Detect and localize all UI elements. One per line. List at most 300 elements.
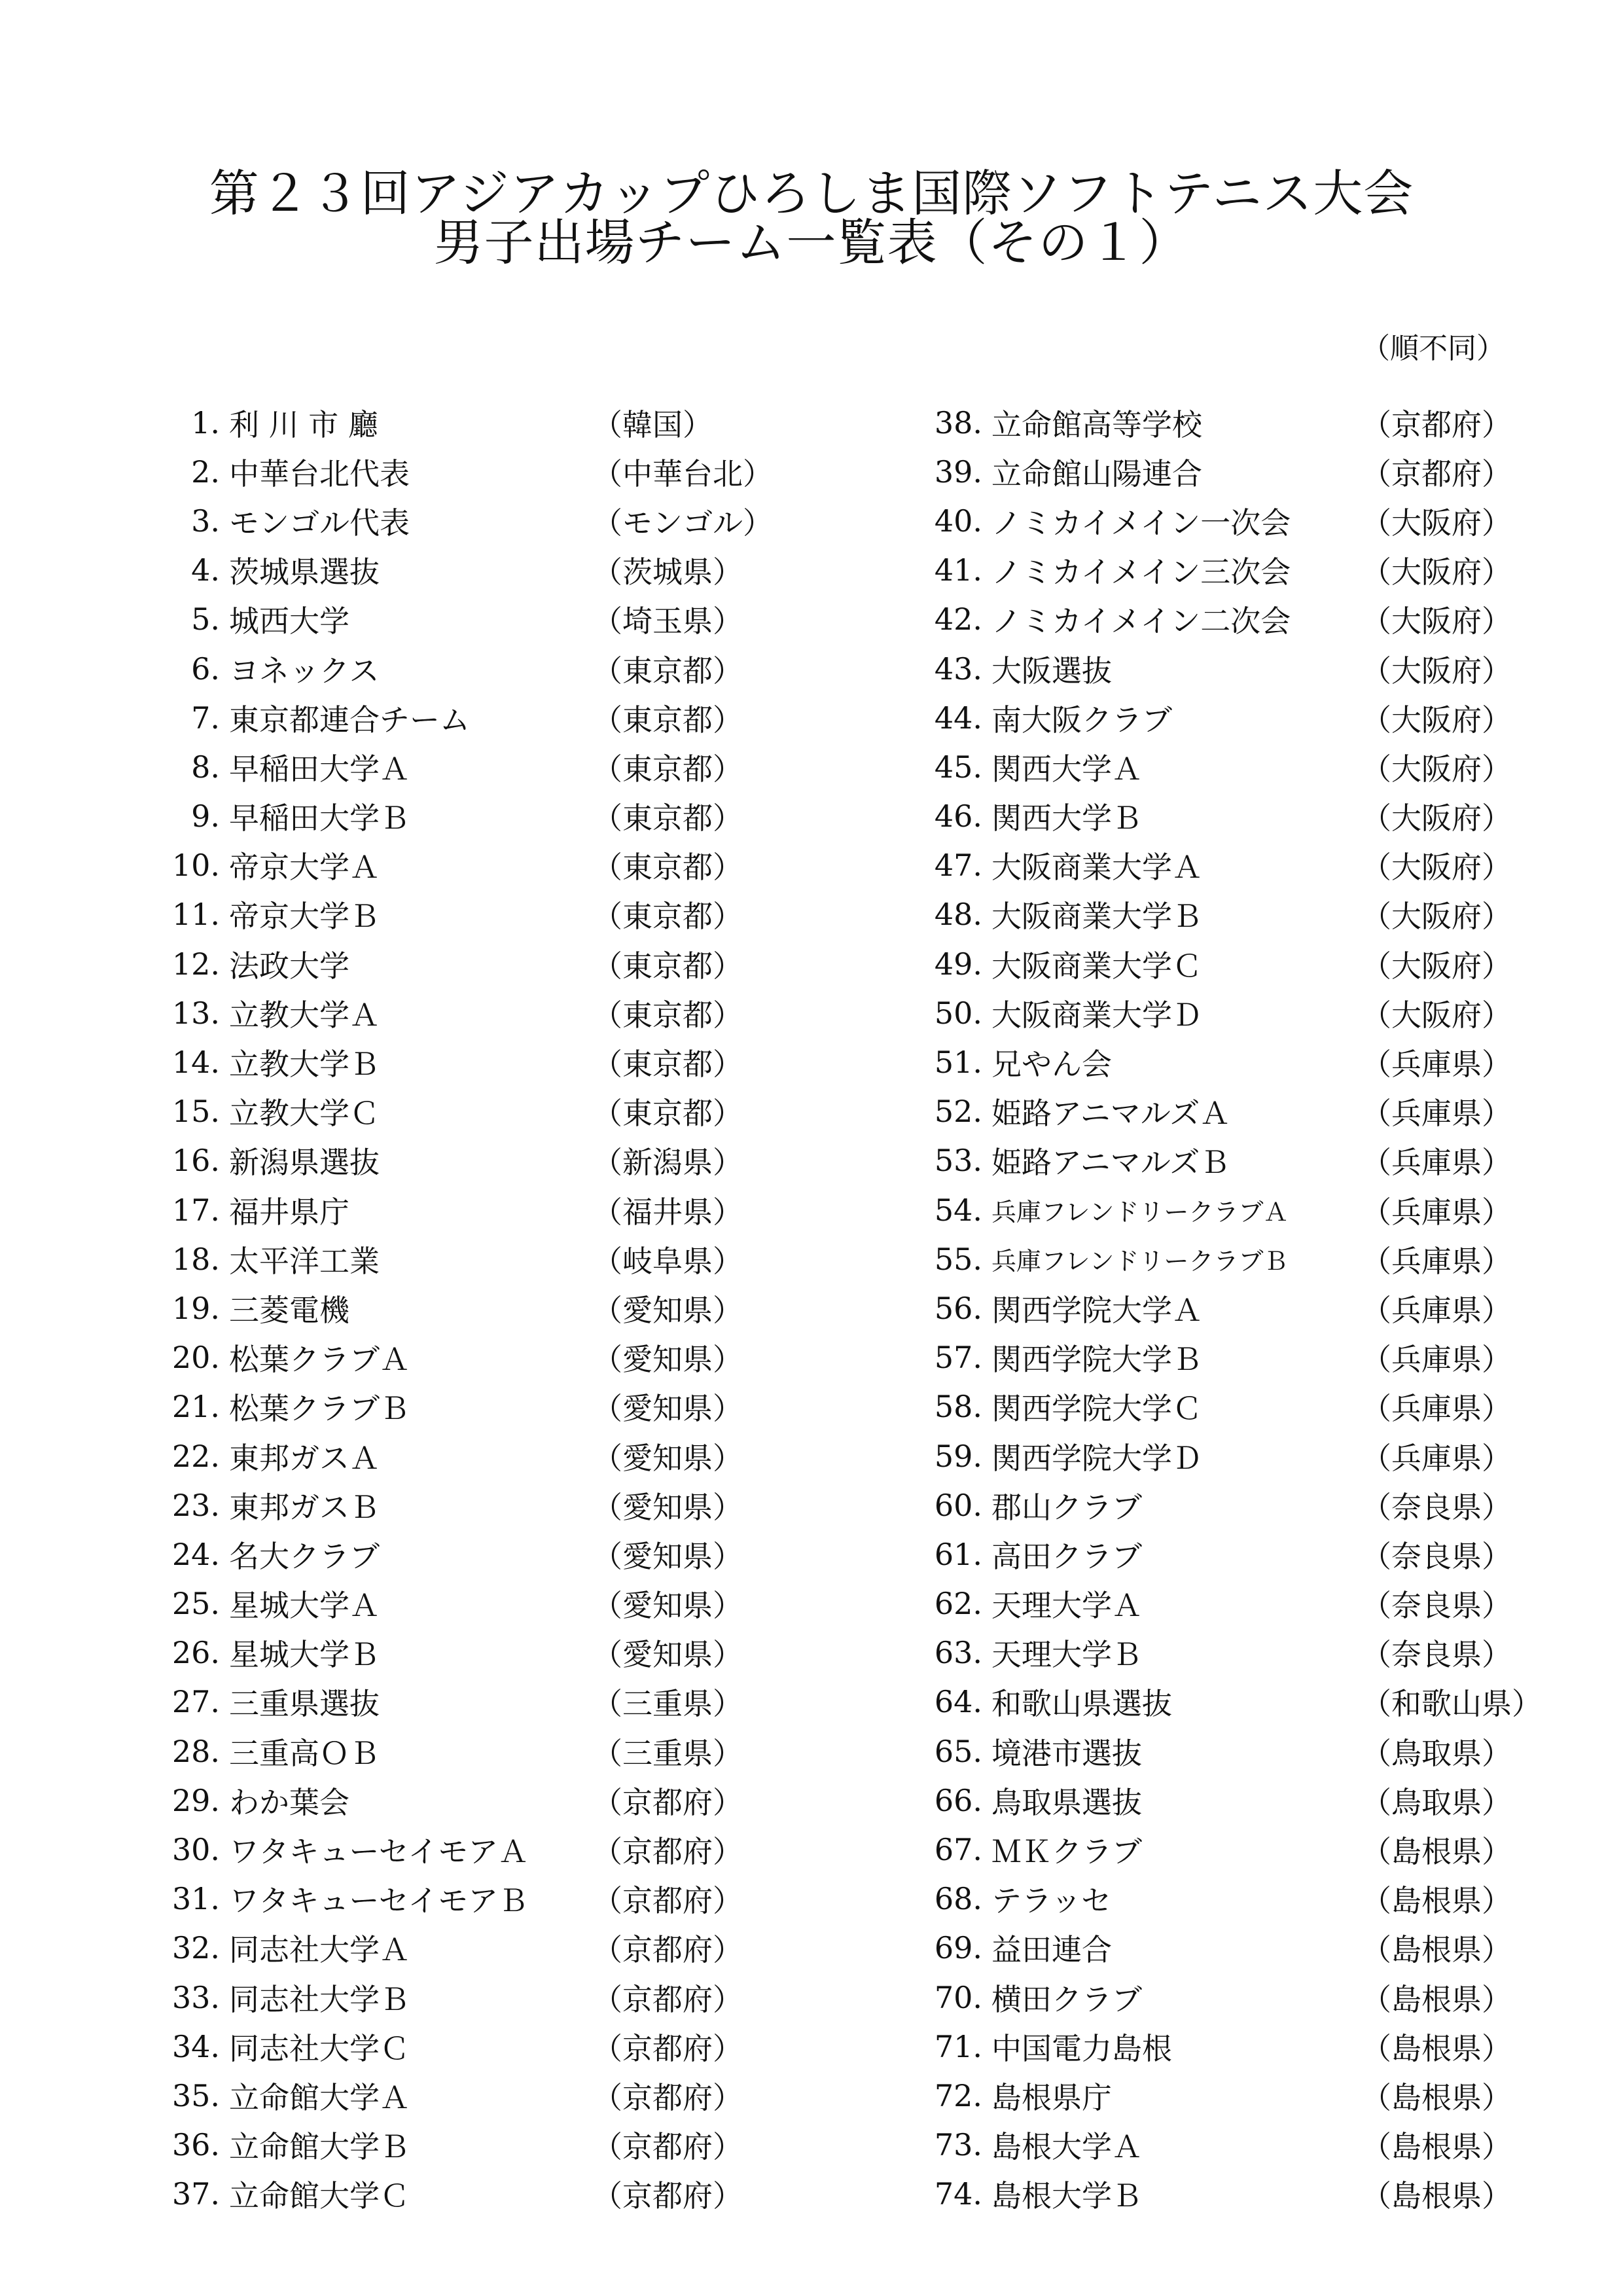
document-subtitle: 男子出場チーム一覧表（その１）: [433, 213, 1190, 272]
team-number: 54.: [934, 1192, 982, 1228]
team-row: [131, 447, 773, 496]
team-number: 34.: [171, 2028, 220, 2064]
team-row: [893, 595, 1518, 644]
team-row: [131, 595, 749, 644]
team-prefecture: （大阪府）: [1361, 800, 1512, 836]
team-row: [893, 1382, 1518, 1431]
team-row: [131, 890, 749, 939]
team-list-right: [893, 398, 1542, 2219]
team-number: 57.: [934, 1340, 982, 1376]
team-number: 38.: [934, 404, 982, 440]
team-number: 66.: [934, 1782, 982, 1818]
team-name: 和歌山県選抜: [991, 1686, 1172, 1722]
team-row: [131, 1776, 749, 1825]
team-name: 帝京大学Ｂ: [229, 899, 380, 935]
team-number: 74.: [934, 2176, 982, 2212]
team-name: 新潟県選抜: [229, 1145, 380, 1181]
team-number: 18.: [171, 1241, 220, 1277]
team-prefecture: （京都府）: [1361, 456, 1512, 492]
team-prefecture: （愛知県）: [592, 1538, 743, 1574]
team-row: [131, 1333, 749, 1382]
team-prefecture: （奈良県）: [1361, 1588, 1512, 1624]
team-number: 25.: [171, 1586, 220, 1622]
team-row: [893, 1185, 1518, 1234]
team-row: [131, 1283, 749, 1333]
team-row: [893, 693, 1518, 742]
document-title: 第２３回アジアカップひろしま国際ソフトテニス大会: [209, 164, 1414, 223]
team-name: 関西学院大学Ｄ: [991, 1440, 1202, 1476]
team-row: [131, 1628, 749, 1677]
team-name: 立教大学Ｂ: [229, 1047, 380, 1083]
team-prefecture: （モンゴル）: [592, 505, 773, 541]
team-prefecture: （大阪府）: [1361, 603, 1512, 639]
team-row: [893, 792, 1518, 841]
team-row: [131, 1087, 749, 1136]
team-name: 島根県庁: [991, 2079, 1112, 2115]
team-number: 68.: [934, 1881, 982, 1917]
team-name: 早稲田大学Ｂ: [229, 800, 410, 836]
team-name: 兵庫フレンドリークラブＡ: [991, 1198, 1289, 1227]
team-name: 東邦ガスＡ: [229, 1440, 380, 1476]
team-number: 3.: [191, 503, 220, 539]
team-row: [131, 1825, 749, 1874]
team-number: 58.: [934, 1389, 982, 1425]
team-prefecture: （兵庫県）: [1361, 1243, 1512, 1279]
team-row: [131, 2022, 749, 2071]
order-note: （順不同）: [1361, 332, 1505, 365]
team-prefecture: （兵庫県）: [1361, 1194, 1512, 1230]
team-number: 56.: [934, 1290, 982, 1326]
team-name: 中国電力島根: [991, 2030, 1172, 2066]
team-number: 29.: [171, 1782, 220, 1818]
team-prefecture: （鳥取県）: [1361, 1784, 1512, 1820]
team-prefecture: （京都府）: [592, 2129, 743, 2165]
team-number: 45.: [934, 749, 982, 785]
team-name: 同志社大学Ｃ: [229, 2030, 410, 2066]
team-number: 30.: [171, 1832, 220, 1868]
team-row: [131, 1874, 749, 1924]
team-name: ＭＫクラブ: [991, 1834, 1142, 1870]
team-prefecture: （岐阜県）: [592, 1243, 743, 1279]
team-row: [893, 1234, 1518, 1283]
team-name: 関西学院大学Ｃ: [991, 1391, 1202, 1427]
team-name: 同志社大学Ｂ: [229, 1981, 410, 2017]
team-row: [893, 890, 1518, 939]
team-row: [131, 1924, 749, 1973]
team-number: 32.: [171, 1930, 220, 1966]
team-name: 三菱電機: [229, 1292, 349, 1328]
team-row: [893, 1136, 1518, 1185]
team-number: 12.: [171, 946, 220, 982]
team-name: 立命館山陽連合: [991, 456, 1202, 492]
team-number: 9.: [191, 798, 220, 834]
team-row: [893, 644, 1518, 693]
team-prefecture: （島根県）: [1361, 1932, 1512, 1968]
team-row: [893, 1087, 1518, 1136]
team-number: 44.: [934, 700, 982, 736]
team-number: 10.: [171, 848, 220, 884]
team-row: [893, 1825, 1518, 1874]
team-name: 横田クラブ: [991, 1981, 1142, 2017]
team-number: 73.: [934, 2127, 982, 2163]
team-row: [893, 1037, 1518, 1086]
team-prefecture: （大阪府）: [1361, 751, 1512, 787]
team-row: [893, 2170, 1518, 2219]
team-name: 関西大学Ａ: [991, 751, 1142, 787]
team-number: 41.: [934, 552, 982, 588]
team-number: 37.: [171, 2176, 220, 2212]
team-row: [893, 2022, 1518, 2071]
team-number: 72.: [934, 2077, 982, 2113]
team-row: [131, 1530, 749, 1579]
team-number: 39.: [934, 454, 982, 490]
team-prefecture: （島根県）: [1361, 2079, 1512, 2115]
team-prefecture: （島根県）: [1361, 2030, 1512, 2066]
team-row: [131, 1382, 749, 1431]
team-number: 28.: [171, 1733, 220, 1769]
team-row: [131, 1431, 749, 1480]
team-number: 43.: [934, 651, 982, 687]
team-row: [893, 1579, 1518, 1628]
team-name: 立命館大学Ｂ: [229, 2129, 410, 2165]
team-number: 62.: [934, 1586, 982, 1622]
team-number: 59.: [934, 1438, 982, 1474]
team-number: 48.: [934, 897, 982, 933]
team-row: [893, 1480, 1518, 1530]
team-name: 三重県選抜: [229, 1686, 380, 1722]
team-prefecture: （京都府）: [592, 1981, 743, 2017]
team-row: [131, 546, 749, 595]
team-prefecture: （東京都）: [592, 1096, 743, 1132]
team-prefecture: （和歌山県）: [1361, 1686, 1542, 1722]
team-number: 20.: [171, 1340, 220, 1376]
team-row: [131, 742, 749, 791]
team-number: 33.: [171, 1979, 220, 2015]
team-row: [893, 1431, 1518, 1480]
team-list-left: [131, 398, 773, 2219]
team-number: 71.: [934, 2028, 982, 2064]
team-number: 17.: [171, 1192, 220, 1228]
team-prefecture: （三重県）: [592, 1686, 743, 1722]
team-prefecture: （大阪府）: [1361, 554, 1512, 590]
team-prefecture: （愛知県）: [592, 1588, 743, 1624]
team-row: [893, 939, 1518, 988]
team-name: テラッセ: [991, 1883, 1112, 1919]
team-prefecture: （東京都）: [592, 997, 743, 1033]
team-prefecture: （東京都）: [592, 899, 743, 935]
team-row: [893, 546, 1518, 595]
team-name: 益田連合: [991, 1932, 1112, 1968]
team-prefecture: （京都府）: [592, 2030, 743, 2066]
team-number: 46.: [934, 798, 982, 834]
team-number: 61.: [934, 1536, 982, 1572]
team-name: 大阪選抜: [991, 653, 1112, 689]
team-name: 関西学院大学Ｂ: [991, 1342, 1202, 1378]
team-name: 姫路アニマルズＡ: [991, 1096, 1230, 1132]
team-row: [131, 841, 749, 890]
team-name: 星城大学Ｂ: [229, 1637, 380, 1673]
team-row: [131, 1480, 749, 1530]
team-prefecture: （島根県）: [1361, 2178, 1512, 2214]
team-prefecture: （京都府）: [592, 2178, 743, 2214]
team-number: 8.: [191, 749, 220, 785]
team-number: 2.: [191, 454, 220, 490]
team-prefecture: （京都府）: [592, 1883, 743, 1919]
team-number: 52.: [934, 1094, 982, 1130]
team-name: ノミカイメイン三次会: [991, 554, 1291, 590]
team-row: [131, 2170, 749, 2219]
team-number: 16.: [171, 1143, 220, 1179]
team-row: [893, 1727, 1518, 1776]
team-name: 利 川 市 廳: [229, 406, 378, 442]
team-name: 大阪商業大学Ａ: [991, 850, 1202, 886]
team-name: 立教大学Ａ: [229, 997, 380, 1033]
team-name: 大阪商業大学Ｂ: [991, 899, 1202, 935]
team-row: [131, 939, 749, 988]
team-row: [893, 1628, 1518, 1677]
team-prefecture: （茨城県）: [592, 554, 743, 590]
team-number: 69.: [934, 1930, 982, 1966]
team-name: 法政大学: [229, 948, 349, 984]
team-row: [893, 988, 1518, 1037]
team-row: [893, 2121, 1518, 2170]
team-number: 40.: [934, 503, 982, 539]
team-row: [131, 1677, 749, 1727]
team-name: 天理大学Ａ: [991, 1588, 1142, 1624]
team-number: 26.: [171, 1635, 220, 1671]
team-row: [893, 447, 1518, 496]
team-name: 東京都連合チーム: [229, 702, 470, 738]
team-row: [893, 742, 1518, 791]
team-name: ワタキューセイモアＡ: [229, 1834, 529, 1870]
team-number: 60.: [934, 1487, 982, 1523]
team-prefecture: （島根県）: [1361, 2129, 1512, 2165]
team-number: 67.: [934, 1832, 982, 1868]
team-name: 早稲田大学Ａ: [229, 751, 410, 787]
team-number: 1.: [191, 404, 220, 440]
team-prefecture: （韓国）: [592, 406, 713, 442]
team-prefecture: （兵庫県）: [1361, 1391, 1512, 1427]
team-row: [893, 841, 1518, 890]
team-name: ノミカイメイン二次会: [991, 603, 1291, 639]
team-row: [893, 1283, 1518, 1333]
team-row: [131, 1037, 749, 1086]
team-name: 茨城県選抜: [229, 554, 380, 590]
team-name: 大阪商業大学Ｃ: [991, 948, 1202, 984]
team-name: 島根大学Ａ: [991, 2129, 1142, 2165]
team-number: 27.: [171, 1684, 220, 1720]
team-name: 南大阪クラブ: [991, 702, 1172, 738]
team-name: 中華台北代表: [229, 456, 410, 492]
team-number: 11.: [171, 897, 220, 933]
team-prefecture: （愛知県）: [592, 1489, 743, 1525]
team-prefecture: （兵庫県）: [1361, 1145, 1512, 1181]
team-row: [131, 1185, 749, 1234]
team-prefecture: （島根県）: [1361, 1883, 1512, 1919]
team-prefecture: （東京都）: [592, 1047, 743, 1083]
team-prefecture: （奈良県）: [1361, 1538, 1512, 1574]
team-number: 19.: [171, 1290, 220, 1326]
team-prefecture: （奈良県）: [1361, 1637, 1512, 1673]
team-row: [131, 496, 773, 545]
team-row: [893, 1924, 1518, 1973]
team-prefecture: （鳥取県）: [1361, 1735, 1512, 1771]
team-name: 郡山クラブ: [991, 1489, 1142, 1525]
team-prefecture: （愛知県）: [592, 1292, 743, 1328]
team-prefecture: （東京都）: [592, 702, 743, 738]
team-prefecture: （東京都）: [592, 653, 743, 689]
team-number: 64.: [934, 1684, 982, 1720]
team-name: 帝京大学Ａ: [229, 850, 380, 886]
team-number: 5.: [191, 601, 220, 637]
team-name: わか葉会: [229, 1784, 349, 1820]
team-number: 51.: [934, 1045, 982, 1081]
team-row: [131, 693, 749, 742]
team-name: ヨネックス: [229, 653, 380, 689]
team-row: [131, 398, 749, 447]
team-row: [131, 1727, 749, 1776]
team-number: 70.: [934, 1979, 982, 2015]
team-number: 63.: [934, 1635, 982, 1671]
team-row: [893, 1530, 1518, 1579]
team-number: 49.: [934, 946, 982, 982]
team-prefecture: （島根県）: [1361, 1834, 1512, 1870]
team-row: [893, 1776, 1518, 1825]
team-row: [893, 398, 1518, 447]
team-row: [893, 1973, 1518, 2022]
team-number: 22.: [171, 1438, 220, 1474]
team-prefecture: （愛知県）: [592, 1637, 743, 1673]
team-number: 65.: [934, 1733, 982, 1769]
team-prefecture: （愛知県）: [592, 1391, 743, 1427]
team-row: [893, 1677, 1542, 1727]
team-prefecture: （兵庫県）: [1361, 1342, 1512, 1378]
team-number: 35.: [171, 2077, 220, 2113]
team-row: [131, 792, 749, 841]
team-name: 立命館高等学校: [991, 406, 1202, 442]
team-name: 同志社大学Ａ: [229, 1932, 410, 1968]
team-prefecture: （愛知県）: [592, 1342, 743, 1378]
team-prefecture: （兵庫県）: [1361, 1096, 1512, 1132]
team-prefecture: （兵庫県）: [1361, 1440, 1512, 1476]
team-prefecture: （京都府）: [592, 1932, 743, 1968]
team-name: 東邦ガスＢ: [229, 1489, 380, 1525]
team-name: 大阪商業大学Ｄ: [991, 997, 1202, 1033]
team-number: 15.: [171, 1094, 220, 1130]
team-name: 城西大学: [229, 603, 349, 639]
team-name: 関西学院大学Ａ: [991, 1292, 1202, 1328]
team-prefecture: （東京都）: [592, 751, 743, 787]
team-row: [893, 2071, 1518, 2120]
team-number: 55.: [934, 1241, 982, 1277]
team-prefecture: （兵庫県）: [1361, 1047, 1512, 1083]
team-prefecture: （埼玉県）: [592, 603, 743, 639]
team-prefecture: （大阪府）: [1361, 653, 1512, 689]
team-name: 福井県庁: [229, 1194, 349, 1230]
team-row: [131, 1973, 749, 2022]
team-prefecture: （東京都）: [592, 850, 743, 886]
team-row: [131, 2071, 749, 2120]
team-number: 13.: [171, 995, 220, 1031]
team-prefecture: （大阪府）: [1361, 948, 1512, 984]
team-row: [131, 1136, 749, 1185]
team-prefecture: （島根県）: [1361, 1981, 1512, 2017]
team-row: [131, 1234, 749, 1283]
team-row: [131, 2121, 749, 2170]
team-prefecture: （京都府）: [1361, 406, 1512, 442]
team-prefecture: （大阪府）: [1361, 850, 1512, 886]
team-name: ノミカイメイン一次会: [991, 505, 1291, 541]
team-prefecture: （大阪府）: [1361, 997, 1512, 1033]
team-name: 名大クラブ: [229, 1538, 380, 1574]
team-name: 立教大学Ｃ: [229, 1096, 380, 1132]
team-row: [893, 496, 1518, 545]
team-number: 36.: [171, 2127, 220, 2163]
team-name: 松葉クラブＡ: [229, 1342, 410, 1378]
team-name: 太平洋工業: [229, 1243, 380, 1279]
team-name: 松葉クラブＢ: [229, 1391, 410, 1427]
team-name: 鳥取県選抜: [991, 1784, 1142, 1820]
team-row: [131, 988, 749, 1037]
team-prefecture: （大阪府）: [1361, 899, 1512, 935]
team-prefecture: （新潟県）: [592, 1145, 743, 1181]
team-name: 関西大学Ｂ: [991, 800, 1142, 836]
team-name: 天理大学Ｂ: [991, 1637, 1142, 1673]
team-name: 島根大学Ｂ: [991, 2178, 1142, 2214]
team-number: 42.: [934, 601, 982, 637]
team-prefecture: （大阪府）: [1361, 505, 1512, 541]
team-number: 14.: [171, 1045, 220, 1081]
team-name: 三重高ＯＢ: [229, 1735, 380, 1771]
team-prefecture: （大阪府）: [1361, 702, 1512, 738]
team-number: 47.: [934, 848, 982, 884]
team-name: 立命館大学Ｃ: [229, 2178, 410, 2214]
team-prefecture: （京都府）: [592, 2079, 743, 2115]
team-name: 立命館大学Ａ: [229, 2079, 410, 2115]
team-row: [893, 1333, 1518, 1382]
team-number: 31.: [171, 1881, 220, 1917]
team-name: 兵庫フレンドリークラブＢ: [991, 1247, 1289, 1276]
team-prefecture: （東京都）: [592, 948, 743, 984]
team-number: 24.: [171, 1536, 220, 1572]
team-prefecture: （京都府）: [592, 1834, 743, 1870]
team-name: モンゴル代表: [229, 505, 410, 541]
team-prefecture: （京都府）: [592, 1784, 743, 1820]
team-name: 兄やん会: [991, 1047, 1112, 1083]
team-number: 50.: [934, 995, 982, 1031]
team-prefecture: （東京都）: [592, 800, 743, 836]
team-number: 23.: [171, 1487, 220, 1523]
team-name: ワタキューセイモアＢ: [229, 1883, 529, 1919]
team-prefecture: （三重県）: [592, 1735, 743, 1771]
team-prefecture: （奈良県）: [1361, 1489, 1512, 1525]
team-name: 星城大学Ａ: [229, 1588, 380, 1624]
team-prefecture: （中華台北）: [592, 456, 773, 492]
team-name: 姫路アニマルズＢ: [991, 1145, 1230, 1181]
team-name: 境港市選抜: [991, 1735, 1142, 1771]
team-prefecture: （福井県）: [592, 1194, 743, 1230]
team-row: [893, 1874, 1518, 1924]
team-number: 53.: [934, 1143, 982, 1179]
team-row: [131, 644, 749, 693]
team-prefecture: （兵庫県）: [1361, 1292, 1512, 1328]
team-row: [131, 1579, 749, 1628]
team-number: 7.: [191, 700, 220, 736]
team-prefecture: （愛知県）: [592, 1440, 743, 1476]
team-number: 4.: [191, 552, 220, 588]
team-number: 21.: [171, 1389, 220, 1425]
team-number: 6.: [191, 651, 220, 687]
